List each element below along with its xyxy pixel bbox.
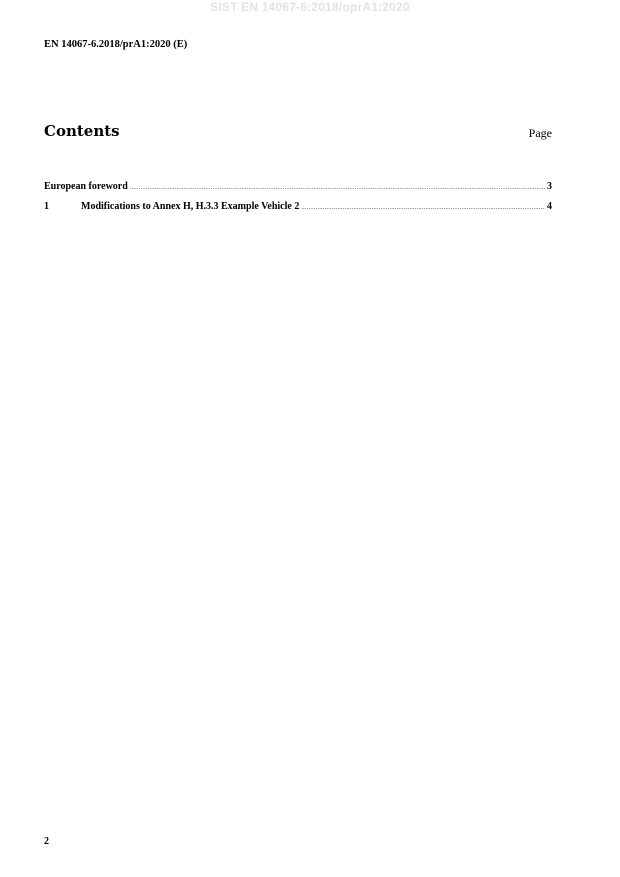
- toc-entry-number: 1: [44, 201, 49, 212]
- page-number: 2: [44, 836, 49, 847]
- toc-dot-leader: [130, 185, 545, 191]
- table-of-contents: [44, 181, 552, 221]
- page-column-label: Page: [528, 126, 552, 140]
- toc-entry-title: European foreword: [44, 181, 128, 192]
- toc-entry-title: Modifications to Annex H, H.3.3 Example Vehicle 2: [81, 201, 300, 212]
- toc-entry-european-foreword[interactable]: [44, 181, 552, 201]
- document-identifier: EN 14067-6.2018/prA1:2020 (E): [44, 39, 188, 50]
- toc-entry-page: 3: [547, 181, 552, 192]
- toc-dot-leader: [301, 205, 545, 211]
- watermark-text: SIST EN 14067-6:2018/oprA1:2020: [210, 0, 410, 14]
- contents-heading: Contents: [44, 122, 120, 140]
- toc-entry-page: 4: [547, 201, 552, 212]
- toc-entry-modifications[interactable]: [44, 201, 552, 221]
